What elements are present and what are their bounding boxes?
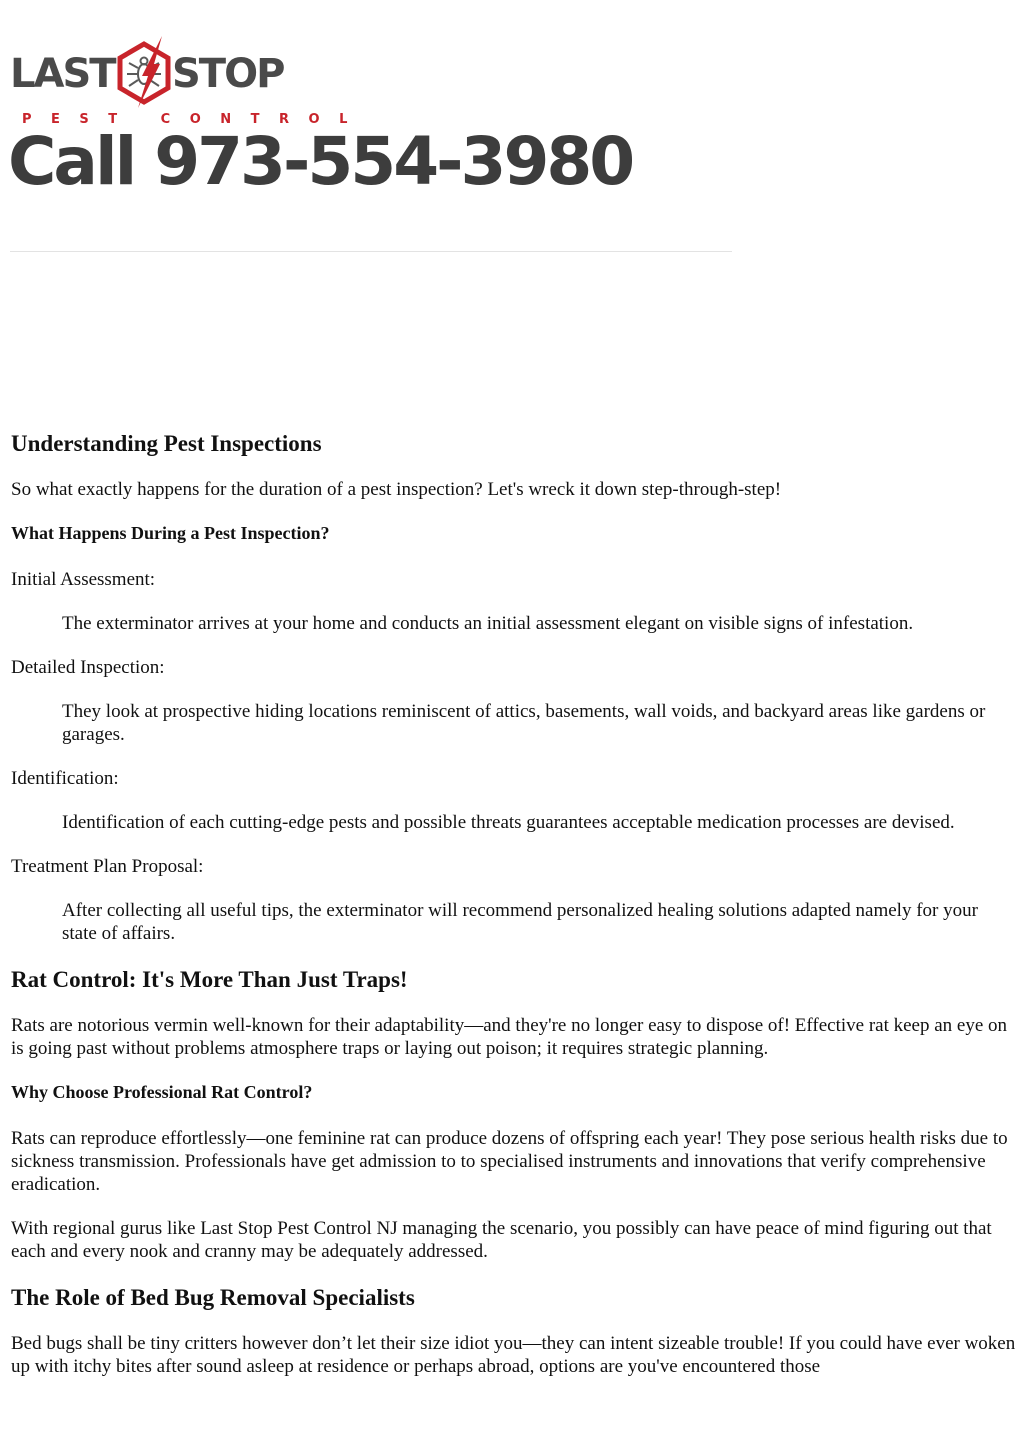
step-term: Identification:: [11, 768, 119, 789]
subheading-why-professional: Why Choose Professional Rat Control?: [11, 1082, 313, 1102]
call-phone-link[interactable]: Call 973-554-3980: [8, 123, 633, 200]
step-term: Treatment Plan Proposal:: [11, 856, 204, 877]
section-heading-bed-bugs: The Role of Bed Bug Removal Specialists: [11, 1285, 415, 1310]
header-divider: [10, 251, 732, 252]
logo-word-right: STOP: [172, 51, 284, 97]
hexagon-insect-lightning-icon: [112, 36, 176, 114]
paragraph-rat-local: With regional gurus like Last Stop Pest Control NJ managing the scenario, you possibly can have peace of mind figuring out that each and every nook and cranny may be adequately addressed.: [11, 1218, 992, 1262]
step-description: They look at prospective hiding locations reminiscent of attics, basements, wall voids, and backyard areas like gardens or garages.: [62, 701, 986, 745]
step-term: Detailed Inspection:: [11, 657, 165, 678]
section-heading-pest-inspections: Understanding Pest Inspections: [11, 431, 322, 456]
paragraph-rat-intro: Rats are notorious vermin well-known for their adaptability—and they're no longer easy to dispose of! Effective rat keep an eye on is going past without problems atmosphere traps or laying out poison; it requires strategic planning.: [11, 1015, 1008, 1059]
step-description: The exterminator arrives at your home and conducts an initial assessment elegant on visible signs of infestation.: [62, 613, 914, 634]
subheading-what-happens: What Happens During a Pest Inspection?: [11, 523, 330, 543]
site-header: [0, 0, 1024, 260]
logo-word-left: LAST: [10, 51, 115, 97]
step-term: Initial Assessment:: [11, 569, 156, 590]
inspection-steps-list: [11, 568, 1017, 945]
logo-tagline: PEST CONTROL: [22, 112, 367, 127]
paragraph-bed-bugs: Bed bugs shall be tiny critters however don’t let their size idiot you—they can intent sizeable trouble! If you could have ever woken up with itchy bites after sound asleep at residence or perhaps abroad, options are you've encountered those: [11, 1333, 1016, 1377]
step-description: Identification of each cutting-edge pests and possible threats guarantees acceptable medication processes are devised.: [62, 812, 955, 833]
paragraph-inspection-intro: So what exactly happens for the duration of a pest inspection? Let's wreck it down step-through-step!: [11, 479, 782, 500]
brand-logo[interactable]: [10, 36, 367, 128]
step-description: After collecting all useful tips, the exterminator will recommend personalized healing solutions adapted namely for your state of affairs.: [62, 900, 978, 944]
article-content: [11, 430, 1017, 1399]
paragraph-rat-reasons: Rats can reproduce effortlessly—one feminine rat can produce dozens of offspring each year! They pose serious health risks due to sickness transmission. Professionals have get admission to to specialised instruments and innovations that verify comprehensive eradication.: [11, 1128, 1008, 1195]
section-heading-rat-control: Rat Control: It's More Than Just Traps!: [11, 967, 408, 992]
